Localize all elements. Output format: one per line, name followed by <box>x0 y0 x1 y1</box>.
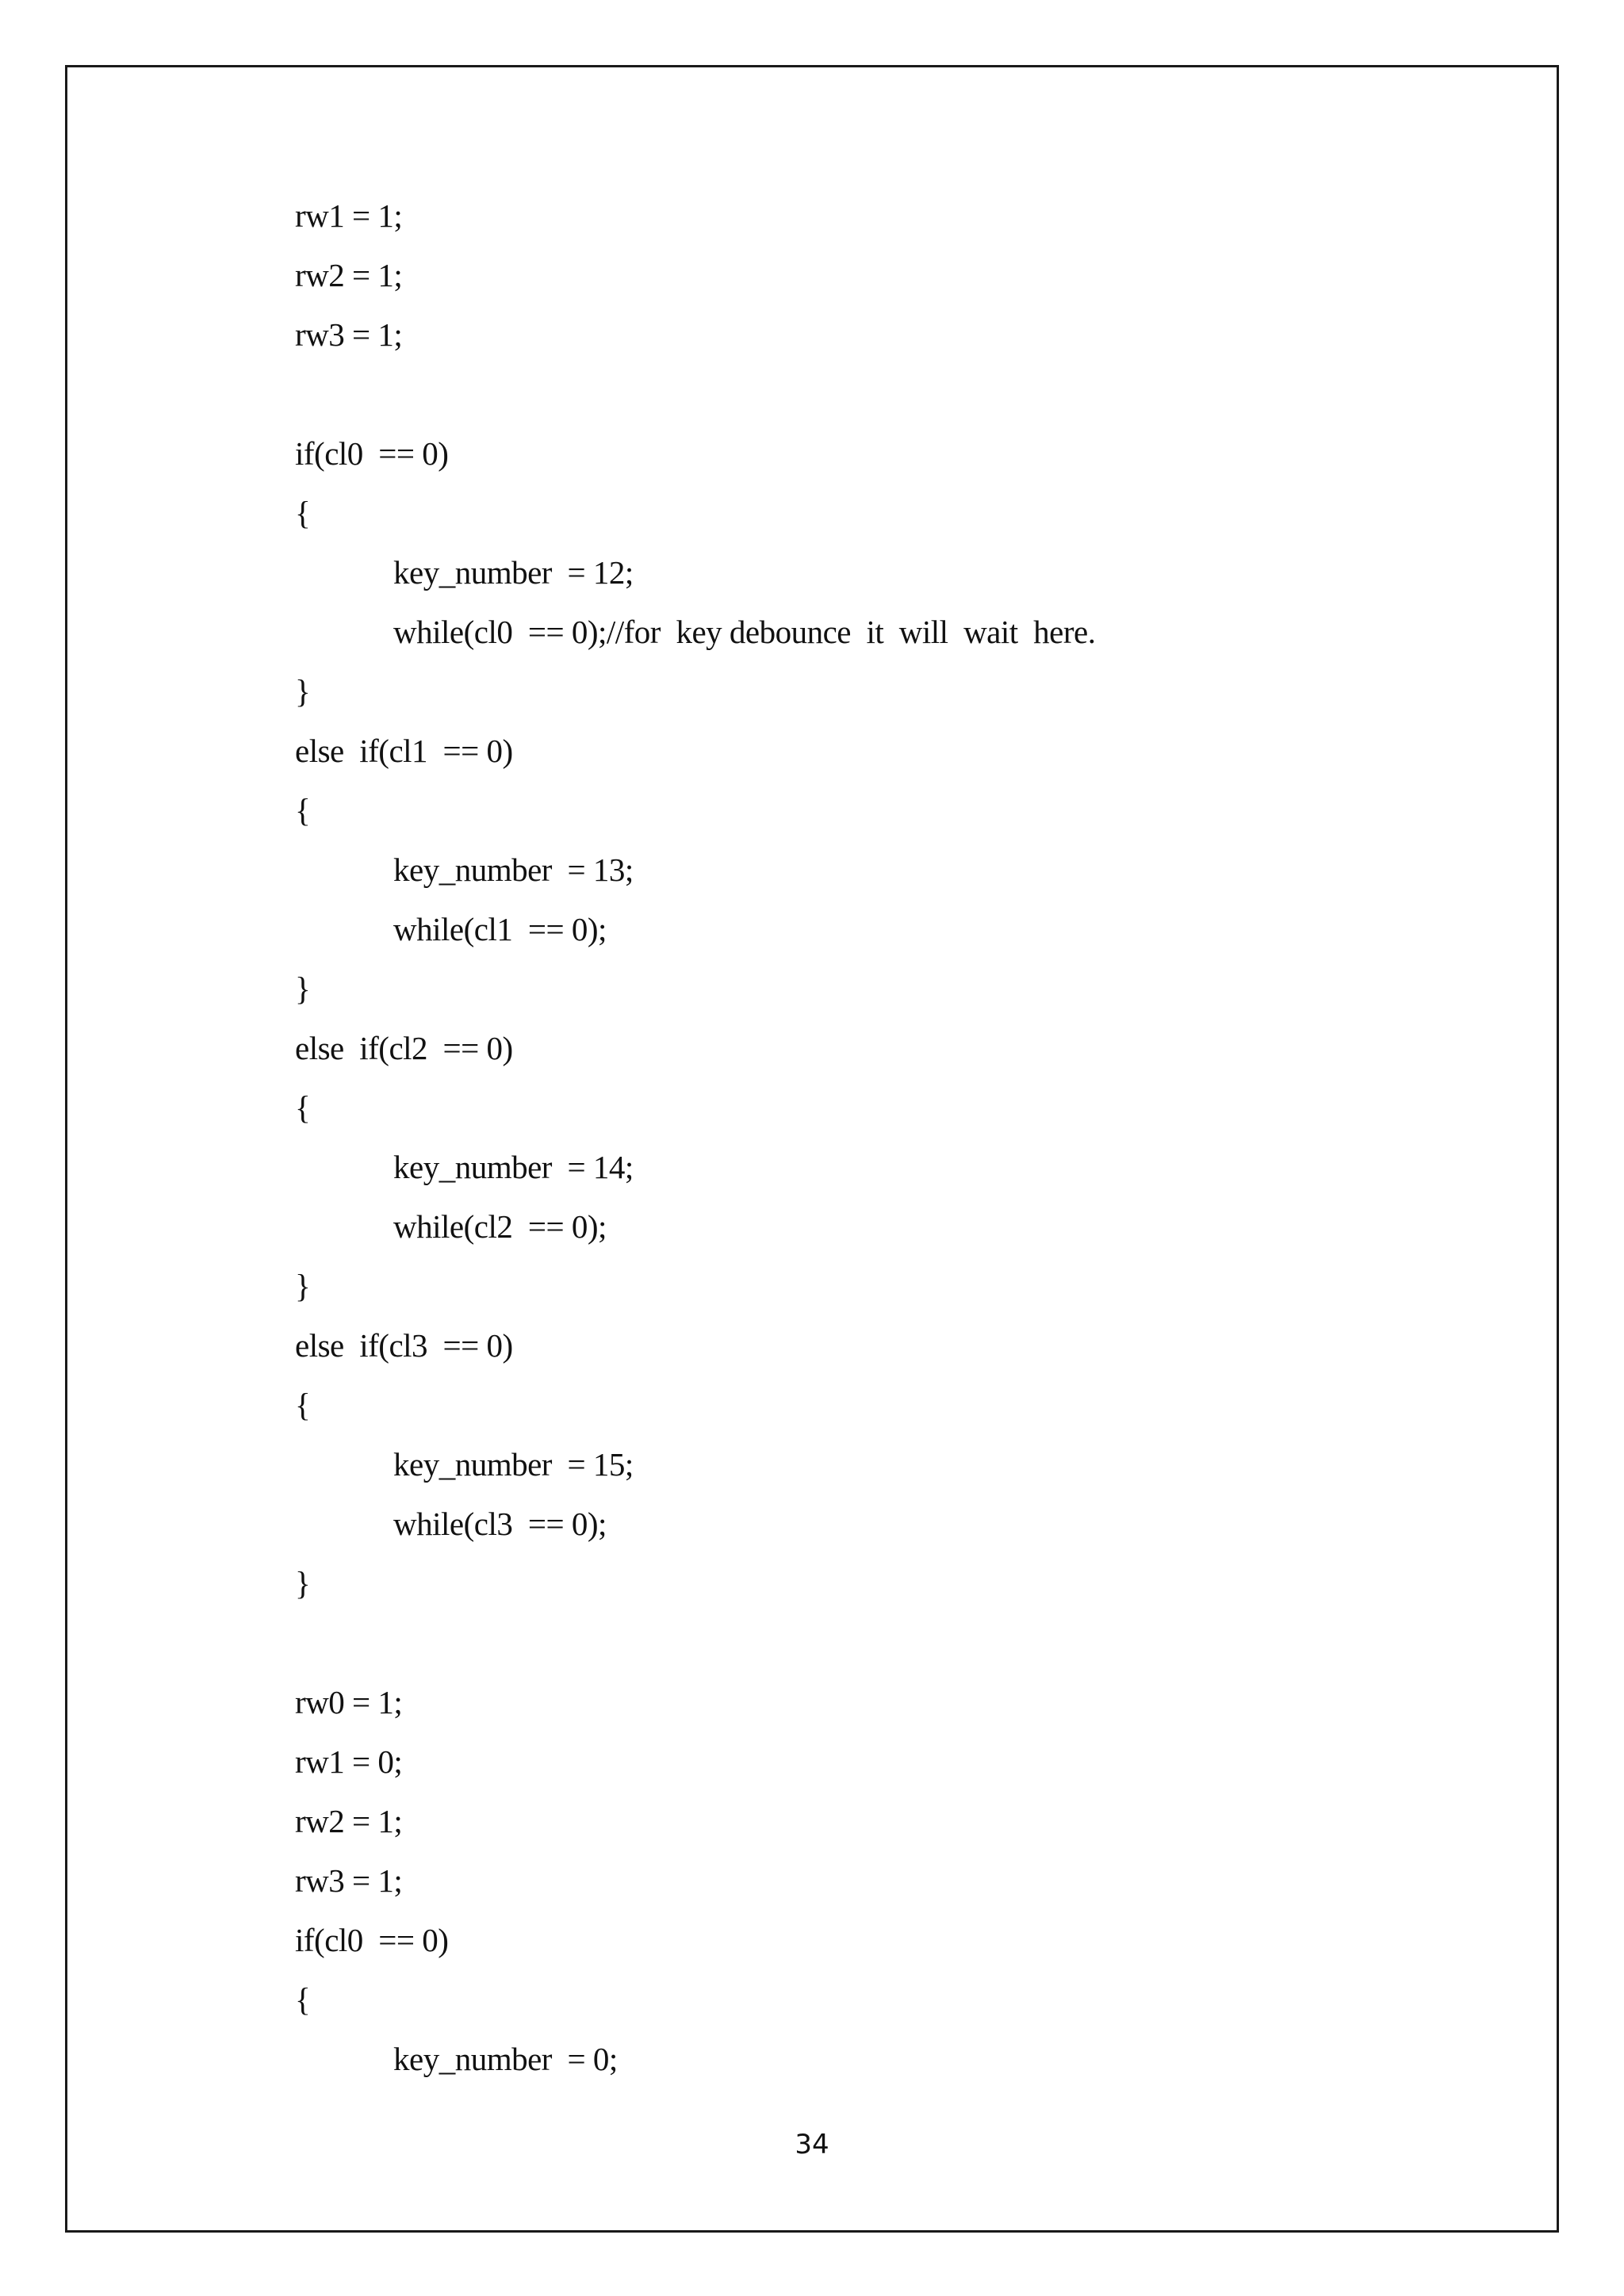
code-line: { <box>295 1387 311 1423</box>
code-line: rw2 = 1; <box>295 257 403 293</box>
code-line: while(cl3 == 0); <box>393 1506 607 1542</box>
code-line: else if(cl1 == 0) <box>295 733 513 769</box>
code-line: key_number = 14; <box>393 1149 634 1185</box>
code-line: { <box>295 792 311 828</box>
code-line: } <box>295 1565 311 1601</box>
page-number: 34 <box>795 2129 829 2160</box>
code-line: if(cl0 == 0) <box>295 435 449 472</box>
code-line: else if(cl3 == 0) <box>295 1327 513 1364</box>
code-line: while(cl2 == 0); <box>393 1208 607 1245</box>
code-line: rw2 = 1; <box>295 1803 403 1839</box>
code-line: rw3 = 1; <box>295 316 403 353</box>
code-line: key_number = 0; <box>393 2041 618 2077</box>
code-line: rw0 = 1; <box>295 1684 403 1720</box>
code-line: { <box>295 1089 311 1126</box>
code-line: rw1 = 0; <box>295 1743 403 1780</box>
code-line: else if(cl2 == 0) <box>295 1030 513 1066</box>
code-line: } <box>295 1268 311 1304</box>
code-line: { <box>295 495 311 531</box>
code-line: if(cl0 == 0) <box>295 1922 449 1958</box>
code-line: } <box>295 673 311 710</box>
code-line: key_number = 13; <box>393 851 634 888</box>
code-line: { <box>295 1981 311 2018</box>
code-line: rw3 = 1; <box>295 1862 403 1899</box>
code-line: while(cl1 == 0); <box>393 911 607 947</box>
code-line: } <box>295 970 311 1007</box>
code-line: key_number = 12; <box>393 554 634 591</box>
code-line: while(cl0 == 0);//for key debounce it will wait here. <box>393 614 1096 650</box>
code-line: key_number = 15; <box>393 1446 634 1483</box>
code-line: rw1 = 1; <box>295 197 403 234</box>
